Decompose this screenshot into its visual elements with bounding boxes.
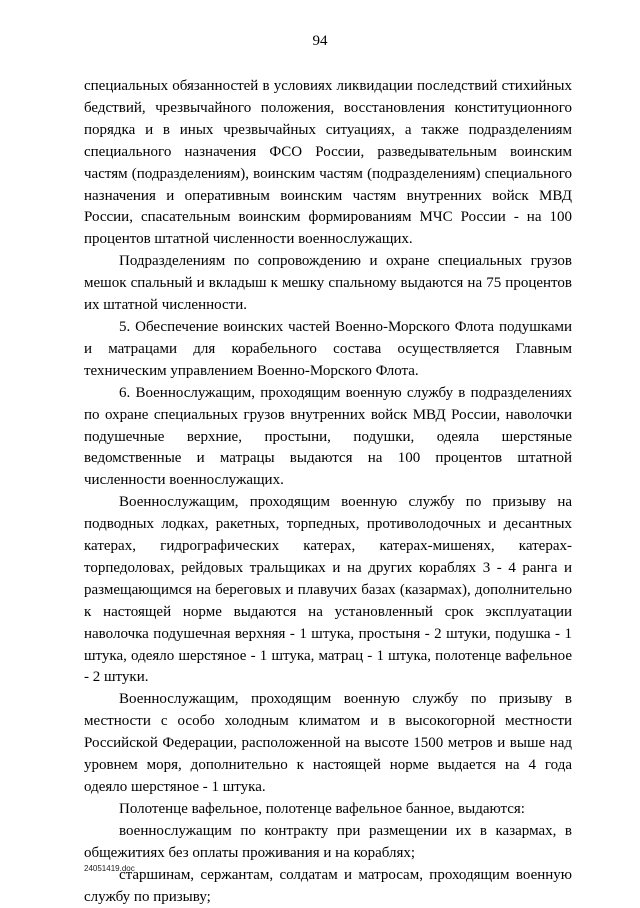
paragraph-9: старшинам, сержантам, солдатам и матросам, проходящим военную службу по призыву; (84, 866, 572, 905)
paragraph-5: Военнослужащим, проходящим военную службу по призыву на подводных лодках, ракетных, торпедных, противолодочных и десантных катерах, гидрографических катерах, катерах-мишенях, катерах-торпедоловах, рейдовых тральщиках и на других кораблях 3 - 4 ранга и размещающимся на береговых и плавучих базах (казармах), дополнительно к настоящей норме выдаются на установленный срок эксплуатации наволочка подушечная верхняя - 1 штука, простыня - 2 штуки, подушка - 1 штука, одеяло шерстяное - 1 штука, матрац - 1 штука, полотенце вафельное - 2 штуки. (84, 494, 572, 686)
footer-filename: 24051419.doc (84, 864, 135, 873)
paragraph-8: военнослужащим по контракту при размещении их в казармах, в общежитиях без оплаты проживания и на кораблях; (84, 822, 572, 861)
page-number: 94 (312, 33, 328, 49)
paragraph-4: 6. Военнослужащим, проходящим военную службу в подразделениях по охране специальных грузов внутренних войск МВД России, наволочки подушечные верхние, простыни, подушки, одеяла шерстяные ведомственные и матрацы выдаются на 100 процентов штатной численности военнослужащих. (84, 384, 572, 489)
paragraph-2: Подразделениям по сопровождению и охране специальных грузов мешок спальный и вкладыш к мешку спальному выдаются на 75 процентов их штатной численности. (84, 253, 572, 314)
paragraph-3: 5. Обеспечение воинских частей Военно-Морского Флота подушками и матрацами для корабельного состава осуществляется Главным техническим управлением Военно-Морского Флота. (84, 318, 572, 379)
paragraph-1: специальных обязанностей в условиях ликвидации последствий стихийных бедствий, чрезвычайного положения, восстановления конституционного порядка и в иных чрезвычайных ситуациях, а также подразделениям специального назначения ФСО России, разведывательным воинским частям (подразделениям), воинским частям (подразделениям) специального назначения и оперативным воинским частям внутренних войск МВД России, спасательным воинским формированиям МЧС России - на 100 процентов штатной численности военнослужащих. (84, 78, 572, 248)
paragraph-6: Военнослужащим, проходящим военную службу по призыву в местности с особо холодным климатом и в высокогорной местности Российской Федерации, расположенной на высоте 1500 метров и выше над уровнем моря, дополнительно к настоящей норме выдается на 4 года одеяло шерстяное - 1 штука. (84, 691, 572, 795)
paragraph-7: Полотенце вафельное, полотенце вафельное банное, выдаются: (119, 800, 525, 817)
document-body (84, 76, 572, 908)
